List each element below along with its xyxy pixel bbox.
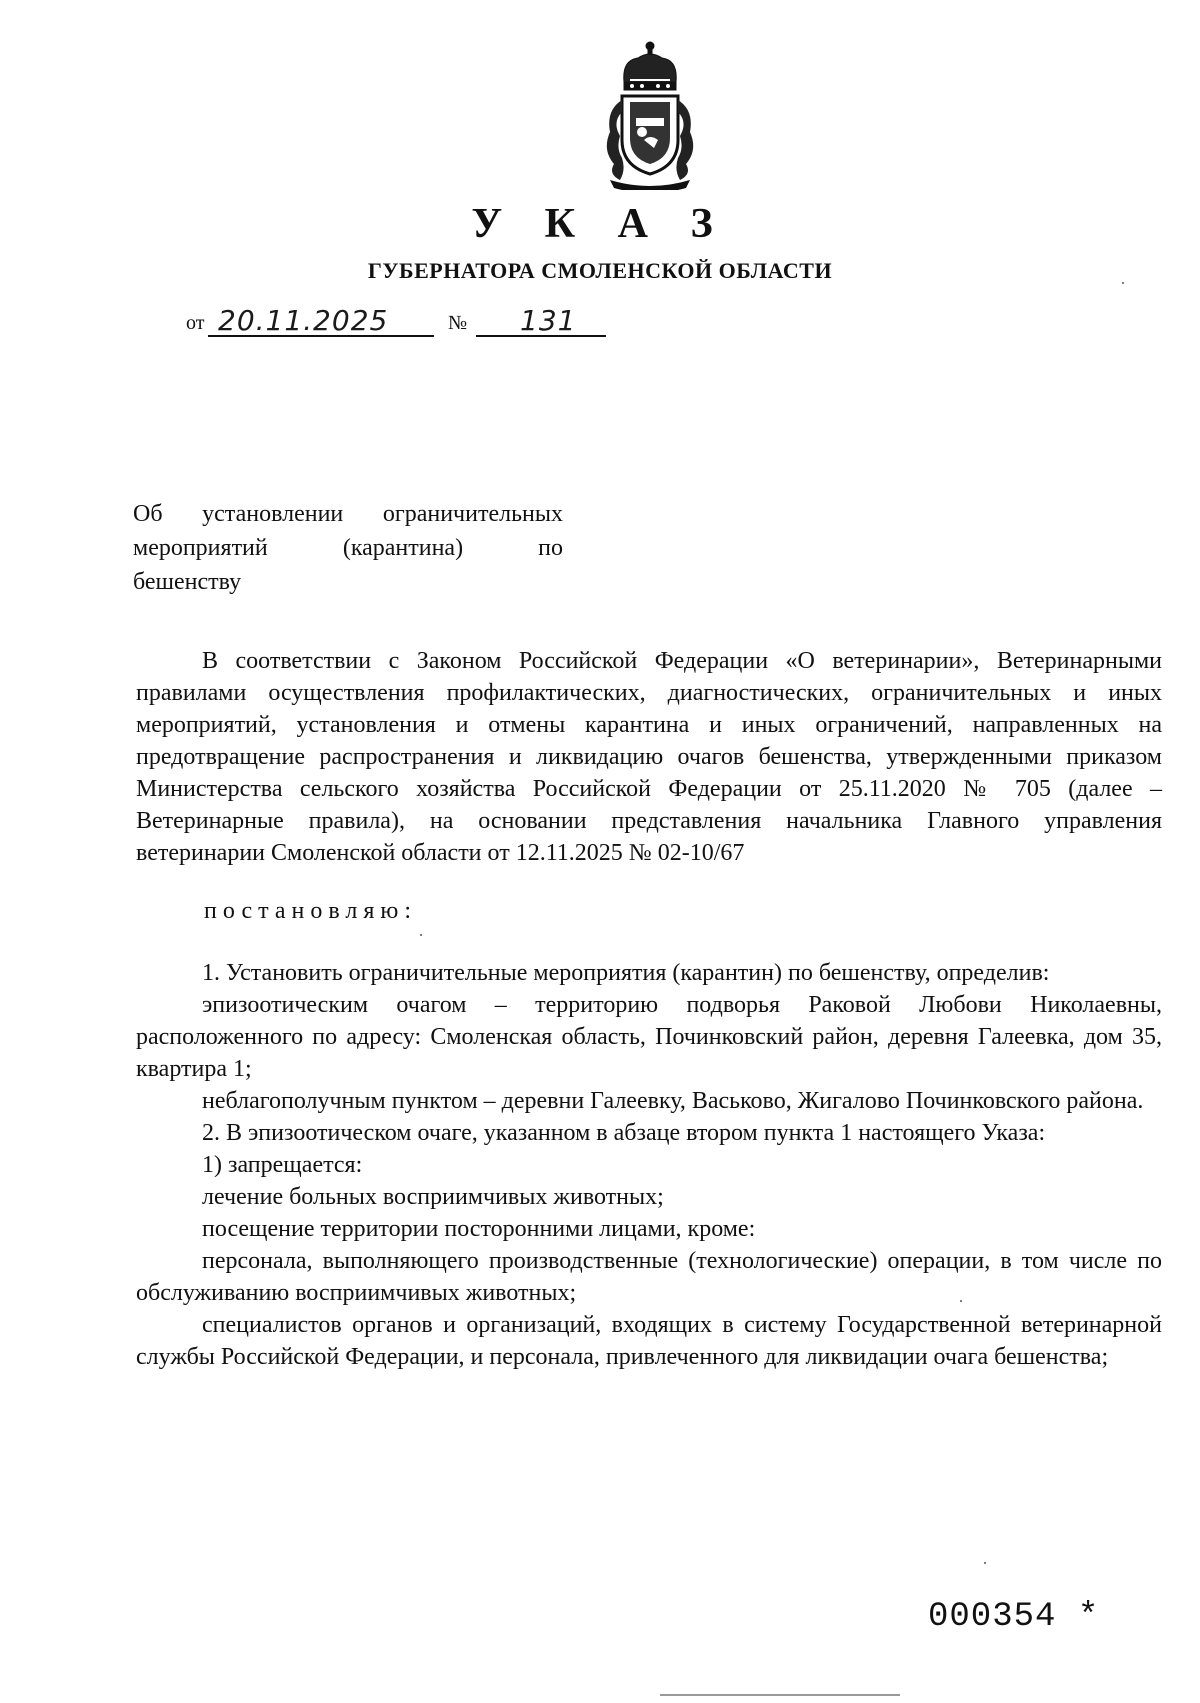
subject-line-2: мероприятий (карантина) по [133, 535, 563, 561]
date-prefix: от [186, 312, 205, 334]
scan-speck [960, 1300, 962, 1302]
number-underline [476, 335, 606, 337]
document-body [136, 645, 1162, 1373]
handwritten-number: 131 [520, 304, 577, 337]
scan-speck [420, 934, 422, 936]
subject-line-3: бешенству [133, 569, 242, 595]
clause-2: 2. В эпизоотическом очаге, указанном в абзаце втором пункта 1 настоящего Указа: [202, 1120, 1046, 1146]
scan-edge-artifact [660, 1694, 900, 1700]
coat-of-arms-icon [580, 40, 720, 190]
document-title: У К А З [471, 201, 729, 247]
handwritten-date: 20.11.2025 [218, 304, 389, 337]
clause-1: 1. Установить ограничительные мероприятия (карантин) по бешенству, определив: [202, 960, 1050, 986]
clause-2-item-d: специалистов органов и организаций, входящих в систему Государственной ветеринарной службы Российской Федерации, и персонала, привлеченного для ликвидации очага бешенства; [136, 1312, 1162, 1370]
scan-speck [984, 1562, 986, 1564]
form-serial-number: 000354 * [928, 1598, 1100, 1636]
subject-line-1: Об установлении ограничительных [133, 501, 563, 527]
preamble-paragraph: В соответствии с Законом Российской Федерации «О ветеринарии», Ветеринарными правилами осуществления профилактических, диагностических, ограничительных и иных мероприятий, установления и отмены карантина и иных ограничений, направленных на предотвращение распространения и ликвидацию очагов бешенства, утвержденными приказом Министерства сельского хозяйства Российской Федерации от 25.11.2020 № 705 (далее – Ветеринарные правила), на основании представления начальника Главного управления ветеринарии Смоленской области от 12.11.2025 № 02-10/67 [136, 648, 1162, 866]
decree-word: постановляю: [204, 898, 417, 924]
document-subject [133, 497, 563, 599]
clause-2-item-c: персонала, выполняющего производственные (технологические) операции, в том числе по обслуживанию восприимчивых животных; [136, 1248, 1162, 1306]
number-prefix: № [448, 312, 468, 334]
clause-1-focus: эпизоотическим очагом – территорию подворья Раковой Любови Николаевны, расположенного по адресу: Смоленская область, Починковский район, деревня Галеевка, дом 35, квартира 1; [136, 992, 1162, 1082]
clause-2-item-a: лечение больных восприимчивых животных; [202, 1184, 664, 1210]
scan-speck [1122, 282, 1124, 284]
issuer-title: ГУБЕРНАТОРА СМОЛЕНСКОЙ ОБЛАСТИ [367, 258, 833, 283]
clause-1-point: неблагополучным пунктом – деревни Галеевку, Васьково, Жигалово Починковского района. [202, 1088, 1144, 1114]
clause-2-item-b: посещение территории посторонними лицами, кроме: [202, 1216, 756, 1242]
date-underline [208, 335, 434, 337]
clause-2-1: 1) запрещается: [202, 1152, 363, 1178]
date-number-line [186, 300, 666, 340]
